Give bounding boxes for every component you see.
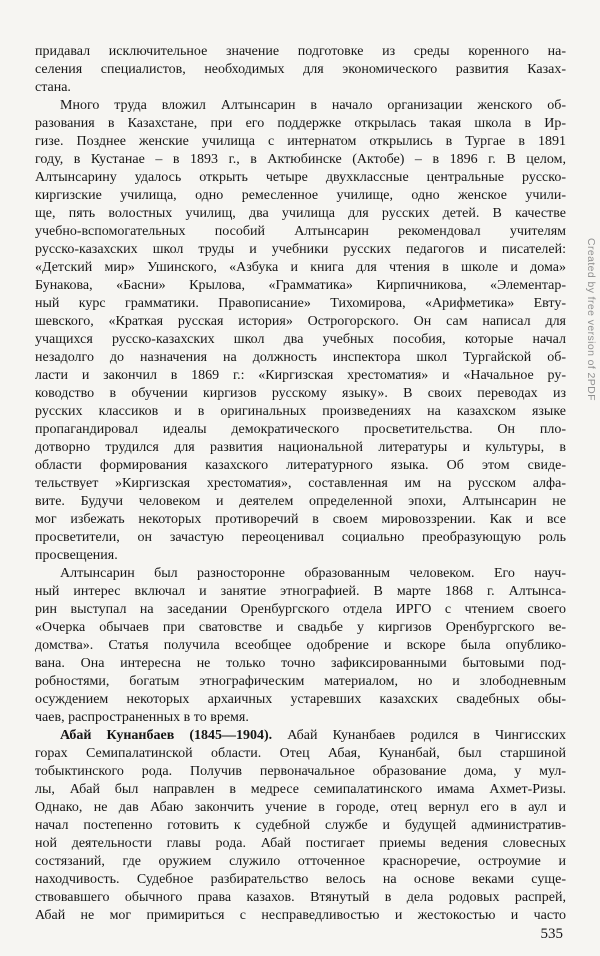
text-line: Абай не мог примириться с несправедливостью и жестокостью и часто [35,908,566,923]
text-line: учащихся русско-казахских школ два учебных пособия, которые начал [35,332,566,347]
text-line: вана. Она интересна не только точно зафиксированными бытовыми под- [35,656,566,671]
text-line: домства». Статья получила всеобщее одобрение и вскоре была опублико- [35,638,566,653]
text-line: ный курс грамматики. Правописание» Тихомирова, «Арифметика» Евту- [35,296,566,311]
text-line: учебно-вспомогательных пособий Алтынсарин рекомендовал учителям [35,224,566,239]
text-line: селения специалистов, необходимых для экономического развития Казах- [35,62,566,77]
text-line: просвещения. [35,548,118,563]
text-block [35,43,566,925]
text-line: пропагандировал идеалы демократического просветительства. Он пло- [35,422,566,437]
text-line: Бунакова, «Басни» Крылова, «Грамматика» Кирпичникова, «Элементар- [35,278,566,293]
paragraph [35,97,566,565]
text-line: стана. [35,80,71,95]
text-line: рин выступал на заседании Оренбургского отдела ИРГО с чтением своего [35,602,566,617]
text-line: ласти и закончил в 1869 г.: «Киргизская хрестоматия» и «Начальное ру- [35,368,566,383]
text-line: киргизские училища, одно ремесленное училище, одно женское учили- [35,188,566,203]
text-line: состязаний, где оружием служило отточенное красноречие, остроумие и [35,854,566,869]
text-line: Много труда вложил Алтынсарин в начало организации женского об- [60,98,566,113]
text-line: мог избежать некоторых противоречий в своем мировоззрении. Как и все [35,512,566,527]
text-line: «Детский мир» Ушинского, «Азбука и книга для чтения в школе и дома» [35,260,566,275]
page-number: 535 [540,926,563,942]
paragraph-lead-bold: Абай Кунанбаев (1845—1904). [60,728,273,743]
text-line: русских классиков и в оригинальных произведениях на казахском языке [35,404,566,419]
text-line: области формирования казахского литературного языка. Об этом свиде- [35,458,566,473]
text-line: «Очерка обычаев при сватовстве и свадьбе у киргизов Оренбургского ве- [35,620,566,635]
text-line: году, в Кустанае – в 1893 г., в Актюбинске (Актобе) – в 1896 г. В целом, [35,152,566,167]
text-line: ще, пять волостных училищ, два училища для русских детей. В качестве [35,206,566,221]
text-line: осуждением некоторых архаичных устаревших казахских свадебных обы- [35,692,566,707]
text-line: дотворно трудился для развития национальной литературы и культуры, в [35,440,566,455]
paragraph [35,565,566,727]
text-line: начал постепенно готовить к судебной службе и будущей административ- [35,818,566,833]
text-line: Алтынсарину удалось открыть четыре двухклассные центральные русско- [35,170,566,185]
text-line: ной деятельности главы рода. Абай постигает приемы ведения словесных [35,836,566,851]
text-line: Алтынсарин был разносторонне образованным человеком. Его науч- [60,566,566,581]
text-line: ководство в обучении киргизов русскому языку». В своих переводах из [35,386,566,401]
text-line: ствовавшего обычного права казахов. Втянутый в дела родовых распрей, [35,890,566,905]
text-line: придавал исключительное значение подготовке из среды коренного на- [35,44,566,59]
text-line: гизе. Позднее женские училища с интернатом открылись в Тургае в 1891 [35,134,566,149]
paragraph [35,727,566,925]
text-line: вите. Будучи человеком и деятелем определенной эпохи, Алтынсарин не [35,494,566,509]
text-line: тельствует »Киргизская хрестоматия», составленная им на русском алфа- [35,476,566,491]
text-line: Однако, не дав Абаю закончить учение в городе, отец вернул его в аул и [35,800,566,815]
text-line: находчивость. Судебное разбирательство велось на основе веками суще- [35,872,566,887]
text-line: горах Семипалатинской области. Отец Абая, Кунанбай, был старшиной [35,746,566,761]
watermark-text: Created by free version of 2PDF [585,238,597,401]
text-line: незадолго до назначения на должность инспектора школ Тургайской об- [35,350,566,365]
text-line: тобыктинского рода. Получив первоначальное образование дома, у мул- [35,764,566,779]
text-line: робностями, богатым этнографическим материалом, но и злободневным [35,674,566,689]
text-line: Абай Кунанбаев (1845—1904). Абай Кунанбаев родился в Чингисских [60,728,567,743]
text-line: чаев, распространенных в то время. [35,710,249,725]
text-line: просветители, он зачастую переоценивал социально преобразующую роль [35,530,566,545]
text-line: шевского, «Краткая русская история» Острогорского. Он сам написал для [35,314,566,329]
paragraph [35,43,566,97]
text-line: ный интерес включал и занятие этнографией. В марте 1868 г. Алтынса- [35,584,566,599]
text-line: русско-казахских школ труды и учебники русских педагогов и писателей: [35,242,566,257]
text-line: разования в Казахстане, при его поддержке открылась такая школа в Ир- [35,116,566,131]
text-line: лы, Абай был направлен в медресе семипалатинского имама Ахмет-Ризы. [35,782,566,797]
